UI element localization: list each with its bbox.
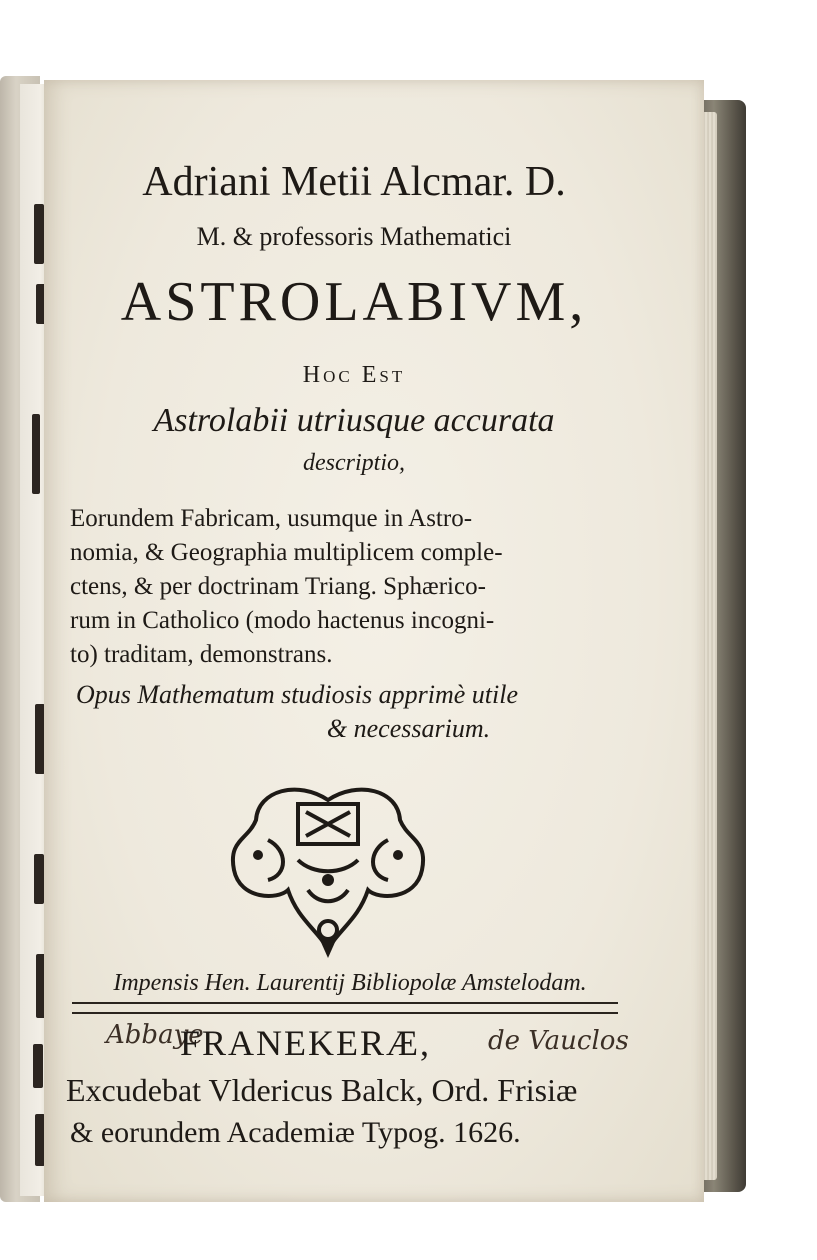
woodcut-ornament: [228, 780, 428, 960]
description-line: rum in Catholico (modo hactenus incogni-: [70, 607, 495, 634]
subtitle-line-2: descriptio,: [303, 450, 405, 476]
opus-line: Opus Mathematum studiosis apprimè utile: [76, 680, 518, 709]
author-line: Adriani Metii Alcmar. D.: [142, 159, 566, 205]
manuscript-mark: [34, 204, 44, 264]
manuscript-mark: [32, 414, 40, 494]
handwritten-annotation-left: Abbaye: [106, 1020, 204, 1050]
description-line: nomia, & Geographia multiplicem comple-: [70, 539, 503, 566]
manuscript-mark: [33, 1044, 43, 1088]
description-line: to) traditam, demonstrans.: [70, 641, 333, 668]
divider-rule: [72, 1002, 618, 1004]
book-title: ASTROLABIVM,: [120, 271, 588, 333]
author-title-line: M. & professoris Mathematici: [196, 222, 512, 251]
place-of-printing: FRANEKERÆ,: [180, 1023, 432, 1063]
handwritten-annotation-right: de Vauclos: [488, 1026, 629, 1056]
description-line: ctens, & per doctrinam Triang. Sphærico-: [70, 573, 486, 600]
printer-line: Excudebat Vldericus Balck, Ord. Frisiæ: [66, 1072, 578, 1108]
publisher-imprint: Impensis Hen. Laurentij Bibliopolæ Amstelodam.: [113, 970, 587, 996]
printer-line-2: & eorundem Academiæ Typog. 1626.: [70, 1116, 521, 1149]
description-line: Eorundem Fabricam, usumque in Astro-: [70, 505, 473, 532]
hoc-est-line: Hoc Est: [302, 362, 406, 388]
divider-rule: [72, 1012, 618, 1014]
subtitle-line: Astrolabii utriusque accurata: [153, 402, 555, 439]
description-paragraph: [70, 502, 642, 672]
manuscript-mark: [34, 854, 44, 904]
opus-line-2: & necessarium.: [326, 714, 491, 743]
